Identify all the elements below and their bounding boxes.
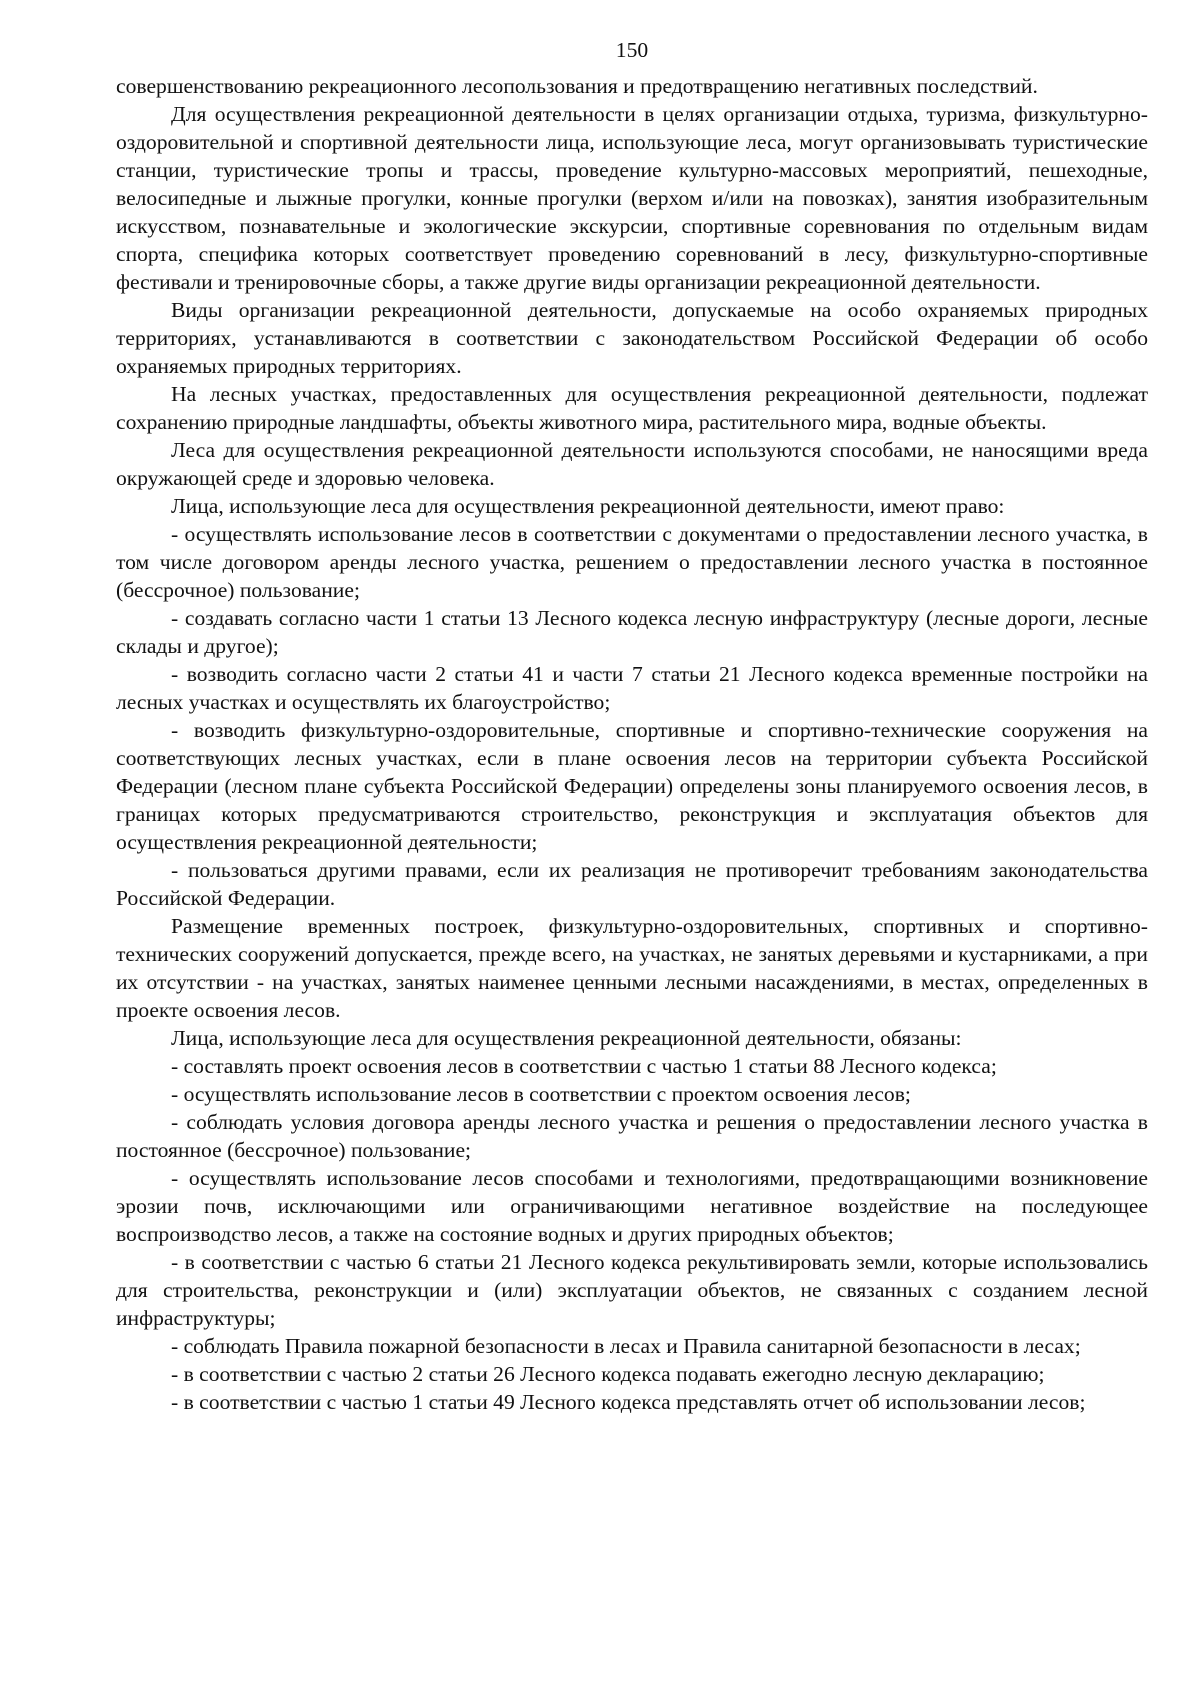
paragraph: - в соответствии с частью 2 статьи 26 Лесного кодекса подавать ежегодно лесную декларацию; <box>171 1362 1045 1386</box>
paragraph: - соблюдать Правила пожарной безопасности в лесах и Правила санитарной безопасности в лесах; <box>171 1334 1081 1358</box>
paragraph: Виды организации рекреационной деятельности, допускаемые на особо охраняемых природных территориях, устанавливаются в соответствии с законодательством Российской Федерации об особо охраняемых природных территориях. <box>116 298 1148 378</box>
document-body <box>116 72 1148 1416</box>
paragraph: Для осуществления рекреационной деятельности в целях организации отдыха, туризма, физкультурно-оздоровительной и спортивной деятельности лица, использующие леса, могут организовывать туристические станции, туристические тропы и трассы, проведение культурно-массовых мероприятий, пешеходные, велосипедные и лыжные прогулки, конные прогулки (верхом и/или на повозках), занятия изобразительным искусством, познавательные и экологические экскурсии, спортивные соревнования по отдельным видам спорта, специфика которых соответствует проведению соревнований в лесу, физкультурно-спортивные фестивали и тренировочные сборы, а также другие виды организации рекреационной деятельности. <box>116 102 1148 294</box>
paragraph: - осуществлять использование лесов в соответствии с документами о предоставлении лесного участка, в том числе договором аренды лесного участка, решением о предоставлении лесного участка в постоянное (бессрочное) пользование; <box>116 522 1148 602</box>
paragraph: Размещение временных построек, физкультурно-оздоровительных, спортивных и спортивно-технических сооружений допускается, прежде всего, на участках, не занятых деревьями и кустарниками, а при их отсутствии - на участках, занятых наименее ценными лесными насаждениями, в местах, определенных в проекте освоения лесов. <box>116 914 1148 1022</box>
paragraph: Леса для осуществления рекреационной деятельности используются способами, не наносящими вреда окружающей среде и здоровью человека. <box>116 438 1148 490</box>
paragraph: совершенствованию рекреационного лесопользования и предотвращению негативных последствий. <box>116 74 1038 98</box>
paragraph: - пользоваться другими правами, если их реализация не противоречит требованиям законодательства Российской Федерации. <box>116 858 1148 910</box>
paragraph: Лица, использующие леса для осуществления рекреационной деятельности, имеют право: <box>171 494 1005 518</box>
paragraph: - в соответствии с частью 1 статьи 49 Лесного кодекса представлять отчет об использовании лесов; <box>171 1390 1086 1414</box>
page-number: 150 <box>615 38 649 62</box>
paragraph: - составлять проект освоения лесов в соответствии с частью 1 статьи 88 Лесного кодекса; <box>171 1054 997 1078</box>
paragraph: - возводить согласно части 2 статьи 41 и части 7 статьи 21 Лесного кодекса временные постройки на лесных участках и осуществлять их благоустройство; <box>116 662 1148 714</box>
paragraph: - осуществлять использование лесов в соответствии с проектом освоения лесов; <box>171 1082 911 1106</box>
paragraph: - осуществлять использование лесов способами и технологиями, предотвращающими возникновение эрозии почв, исключающими или ограничивающими негативное воздействие на последующее воспроизводство лесов, а также на состояние водных и других природных объектов; <box>116 1166 1148 1246</box>
paragraph: - возводить физкультурно-оздоровительные, спортивные и спортивно-технические сооружения на соответствующих лесных участках, если в плане освоения лесов на территории субъекта Российской Федерации (лесном плане субъекта Российской Федерации) определены зоны планируемого освоения лесов, в границах которых предусматриваются строительство, реконструкция и эксплуатация объектов для осуществления рекреационной деятельности; <box>116 718 1148 854</box>
paragraph: На лесных участках, предоставленных для осуществления рекреационной деятельности, подлежат сохранению природные ландшафты, объекты животного мира, растительного мира, водные объекты. <box>116 382 1148 434</box>
paragraph: - в соответствии с частью 6 статьи 21 Лесного кодекса рекультивировать земли, которые использовались для строительства, реконструкции и (или) эксплуатации объектов, не связанных с созданием лесной инфраструктуры; <box>116 1250 1148 1330</box>
paragraph: - создавать согласно части 1 статьи 13 Лесного кодекса лесную инфраструктуру (лесные дороги, лесные склады и другое); <box>116 606 1148 658</box>
paragraph: - соблюдать условия договора аренды лесного участка и решения о предоставлении лесного участка в постоянное (бессрочное) пользование; <box>116 1110 1148 1162</box>
paragraph: Лица, использующие леса для осуществления рекреационной деятельности, обязаны: <box>171 1026 962 1050</box>
